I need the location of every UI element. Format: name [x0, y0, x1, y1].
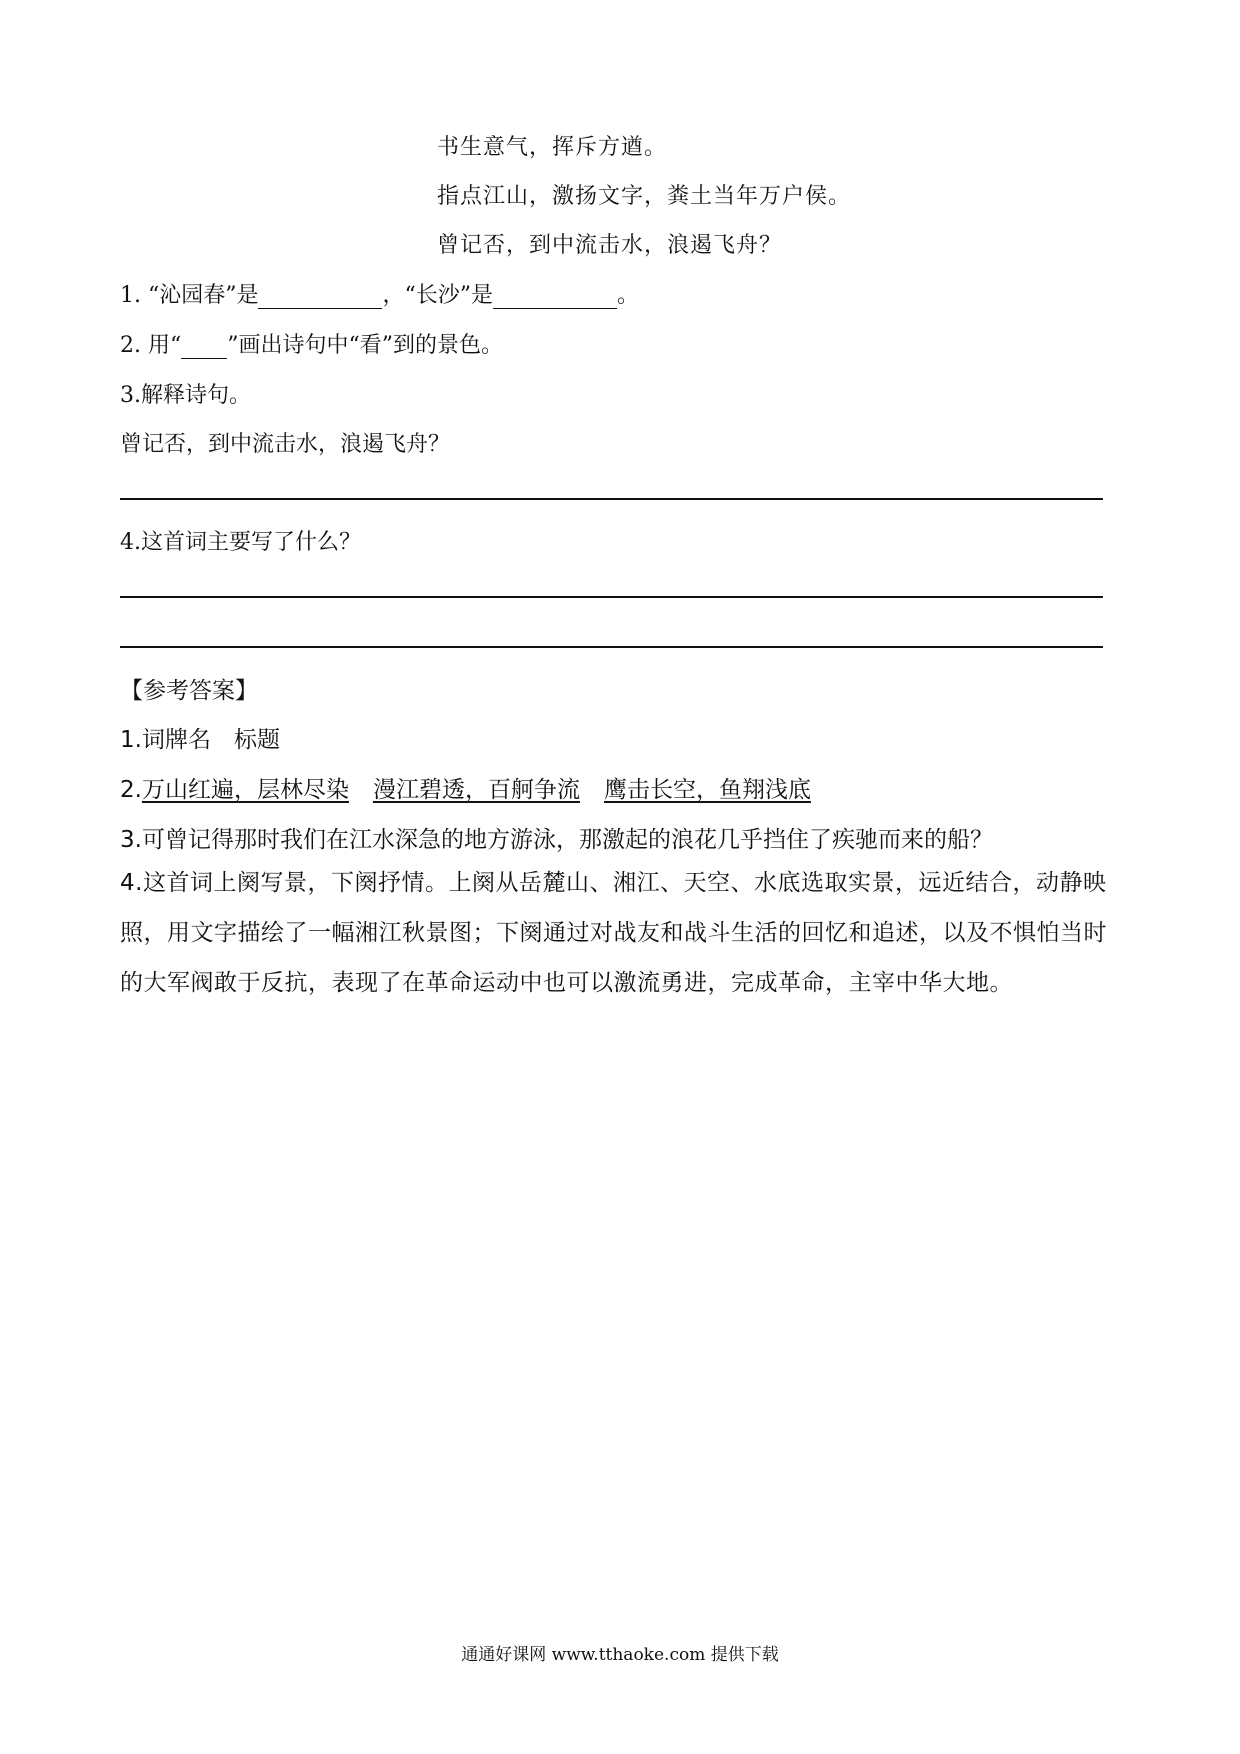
- question-2-prefix: 2. 用“: [120, 333, 182, 358]
- question-3-quote: 曾记否，到中流击水，浪遏飞舟？: [120, 432, 451, 457]
- answer-2-item-3: 鹰击长空，鱼翔浅底: [603, 777, 811, 803]
- answer-blank-2[interactable]: [493, 284, 617, 309]
- answer-line-4a[interactable]: [120, 596, 1103, 598]
- answer-line-3[interactable]: [120, 498, 1103, 500]
- question-1-prefix: 1. “沁园春”是: [120, 283, 259, 308]
- answer-line-4b[interactable]: [120, 646, 1103, 648]
- underline-sample: [181, 334, 227, 359]
- question-2-suffix: ”画出诗句中“看”到的景色。: [227, 333, 503, 358]
- poem-line-2: 指点江山，激扬文字，粪土当年万户侯。: [437, 184, 852, 209]
- footer-text: 通通好课网 www.tthaoke.com 提供下载: [461, 1645, 779, 1665]
- answers-heading: 【参考答案】: [120, 678, 258, 704]
- answer-2-item-1: 万山红遍，层林尽染: [141, 777, 349, 803]
- answer-2: [120, 771, 811, 804]
- question-1: [120, 278, 639, 309]
- answer-2-item-2: 漫江碧透，百舸争流: [372, 777, 580, 803]
- question-2: [120, 328, 503, 359]
- answer-1: 1.词牌名 标题: [120, 727, 280, 753]
- question-1-middle: ，“长沙”是: [382, 283, 493, 308]
- answer-blank-1[interactable]: [258, 284, 382, 309]
- poem-line-3: 曾记否，到中流击水，浪遏飞舟？: [437, 233, 783, 258]
- answer-3: 3.可曾记得那时我们在江水深急的地方游泳，那激起的浪花几乎挡住了疾驰而来的船？: [120, 827, 993, 853]
- question-1-suffix: 。: [616, 283, 639, 308]
- answer-4: 4.这首词上阕写景，下阕抒情。上阕从岳麓山、湘江、天空、水底选取实景，远近结合，动静映照，用文字描绘了一幅湘江秋景图；下阕通过对战友和战斗生活的回忆和追述，以及不惧怕当时的大军阀敢于反抗，表现了在革命运动中也可以激流勇进，完成革命，主宰中华大地。: [120, 870, 1107, 996]
- question-4: 4.这首词主要写了什么？: [120, 530, 361, 555]
- poem-line-1: 书生意气，挥斥方遒。: [437, 135, 668, 160]
- answer-2-prefix: 2.: [120, 777, 142, 803]
- question-3: 3.解释诗句。: [120, 383, 251, 408]
